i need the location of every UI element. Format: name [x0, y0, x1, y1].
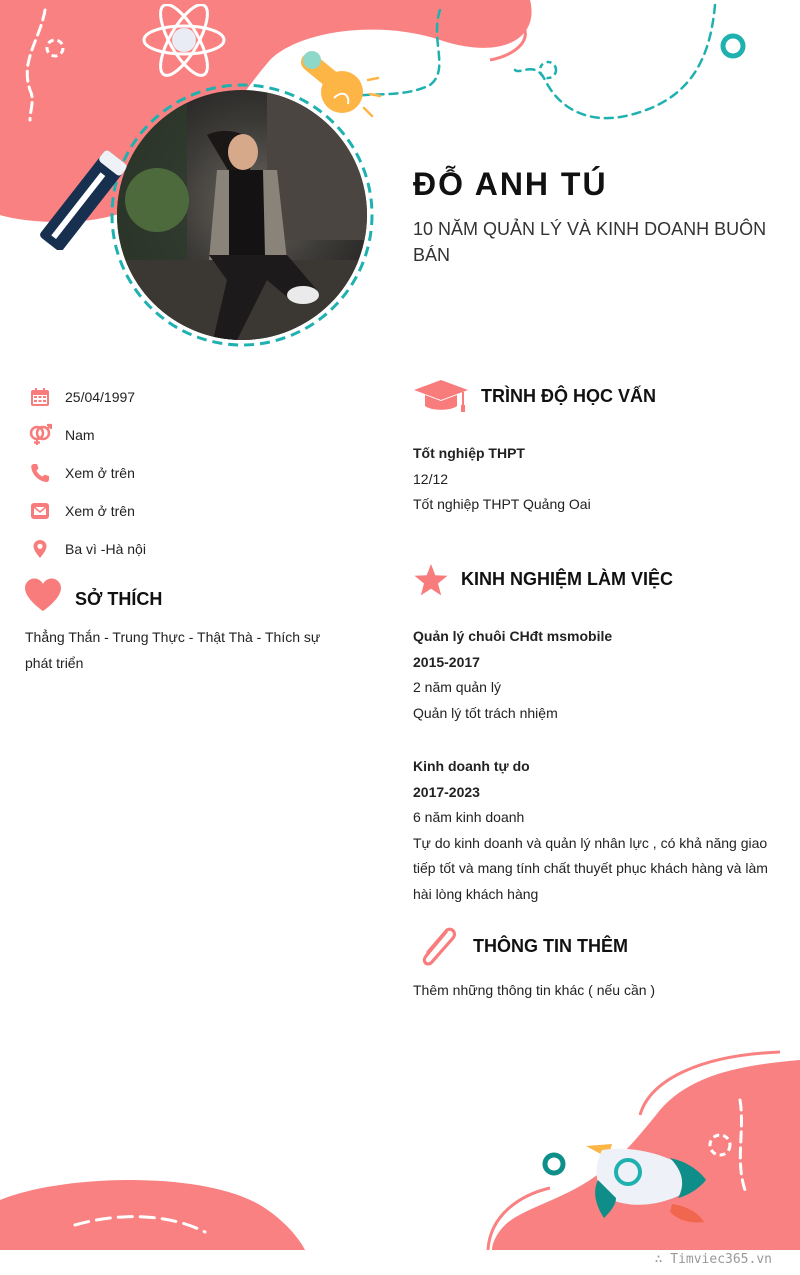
info-email	[28, 499, 135, 523]
hobbies-text: Thẳng Thắn - Trung Thực - Thật Thà - Thích sự phát triển	[25, 629, 321, 671]
info-birthday	[28, 385, 135, 409]
atom-icon	[140, 4, 228, 84]
profile-photo	[117, 90, 367, 340]
rocket-icon	[582, 1140, 712, 1230]
experience-entry-2	[413, 754, 773, 907]
email-value: Xem ở trên	[65, 503, 135, 519]
education-period: 12/12	[413, 470, 449, 487]
experience-period: 2015-2017	[413, 653, 480, 670]
dash-curl-right	[515, 5, 715, 118]
education-school: Tốt nghiệp THPT	[413, 445, 525, 461]
star-icon	[413, 563, 449, 597]
dash-loop-right	[540, 62, 556, 78]
experience-role: 2 năm quản lý	[413, 679, 501, 695]
info-address	[28, 537, 146, 561]
gender-icon	[28, 423, 52, 447]
birthday-value: 25/04/1997	[65, 389, 136, 405]
phone-icon	[28, 461, 52, 485]
experience-description: Quản lý tốt trách nhiệm	[413, 704, 558, 721]
education-entry	[413, 441, 773, 518]
experience-title: KINH NGHIỆM LÀM VIỆC	[461, 569, 674, 589]
education-detail: Tốt nghiệp THPT Quảng Oai	[413, 496, 591, 512]
additional-text: Thêm những thông tin khác ( nếu cần )	[413, 982, 656, 998]
info-phone	[28, 461, 135, 485]
experience-entry-1	[413, 624, 773, 726]
address-value: Ba vì -Hà nội	[65, 541, 146, 557]
experience-period: 2017-2023	[413, 783, 480, 800]
gender-value: Nam	[65, 427, 95, 443]
location-icon	[28, 537, 52, 561]
paperclip-icon	[416, 926, 460, 968]
phone-value: Xem ở trên	[65, 465, 135, 481]
additional-title: THÔNG TIN THÊM	[473, 936, 628, 956]
candidate-name: ĐỖ ANH TÚ	[413, 166, 608, 202]
info-gender	[28, 423, 95, 447]
experience-company: Kinh doanh tự do	[413, 758, 530, 774]
heart-icon	[24, 578, 62, 612]
teal-ring	[723, 36, 743, 56]
graduation-cap-icon	[413, 378, 469, 414]
experience-description: Tự do kinh doanh và quản lý nhân lực , có khả năng giao tiếp tốt và mang tính chất thuyết phục khách hàng và làm hài lòng khách hàng	[413, 834, 768, 902]
watermark: ∴ Timviec365.vn	[654, 1252, 772, 1267]
bottom-left-blob	[0, 1180, 305, 1250]
hobbies-title: SỞ THÍCH	[75, 589, 163, 609]
candidate-title: 10 NĂM QUẢN LÝ VÀ KINH DOANH BUÔN BÁN	[413, 219, 767, 265]
email-icon	[28, 499, 52, 523]
experience-role: 6 năm kinh doanh	[413, 809, 525, 825]
teal-ring-bottom	[545, 1155, 563, 1173]
education-title: TRÌNH ĐỘ HỌC VẤN	[481, 386, 656, 406]
experience-company: Quản lý chuôi CHđt msmobile	[413, 628, 613, 644]
calendar-icon	[28, 385, 52, 409]
